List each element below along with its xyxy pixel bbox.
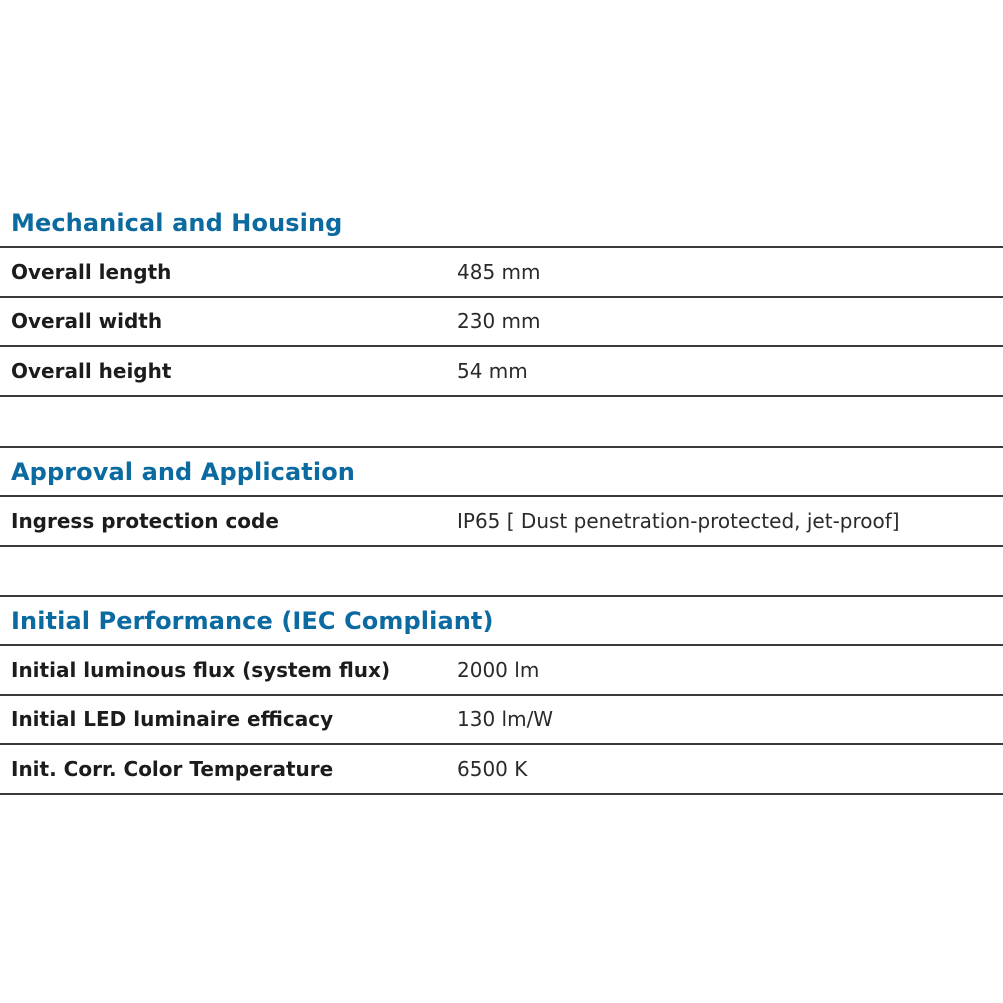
section-title: Mechanical and Housing xyxy=(0,199,1003,248)
spec-value: 130 lm/W xyxy=(457,707,554,732)
spec-label: Init. Corr. Color Temperature xyxy=(11,756,334,781)
section-mechanical-housing xyxy=(0,199,1003,397)
spec-label: Initial LED luminaire efficacy xyxy=(11,707,334,732)
spec-value: 6500 K xyxy=(457,756,528,781)
spec-row-color-temperature xyxy=(0,745,1003,795)
section-initial-performance xyxy=(0,595,1003,795)
spec-label: Initial luminous flux (system flux) xyxy=(11,657,391,682)
spec-value: 230 mm xyxy=(457,309,541,334)
spec-row-overall-length xyxy=(0,248,1003,298)
spec-value: 2000 lm xyxy=(457,657,540,682)
section-title: Initial Performance (IEC Compliant) xyxy=(0,595,1003,646)
spec-label: Overall length xyxy=(11,259,172,284)
spec-value: 485 mm xyxy=(457,259,541,284)
spec-label: Ingress protection code xyxy=(11,508,279,533)
spec-value: 54 mm xyxy=(457,358,528,383)
spec-row-luminous-flux xyxy=(0,646,1003,696)
spec-row-luminaire-efficacy xyxy=(0,696,1003,746)
spec-row-ingress-protection xyxy=(0,497,1003,547)
spec-label: Overall height xyxy=(11,358,172,383)
section-title: Approval and Application xyxy=(0,446,1003,497)
spec-row-overall-height xyxy=(0,347,1003,397)
spec-label: Overall width xyxy=(11,309,163,334)
spec-row-overall-width xyxy=(0,298,1003,348)
spec-value: IP65 [ Dust penetration-protected, jet-proof] xyxy=(457,508,900,533)
section-approval-application xyxy=(0,446,1003,547)
